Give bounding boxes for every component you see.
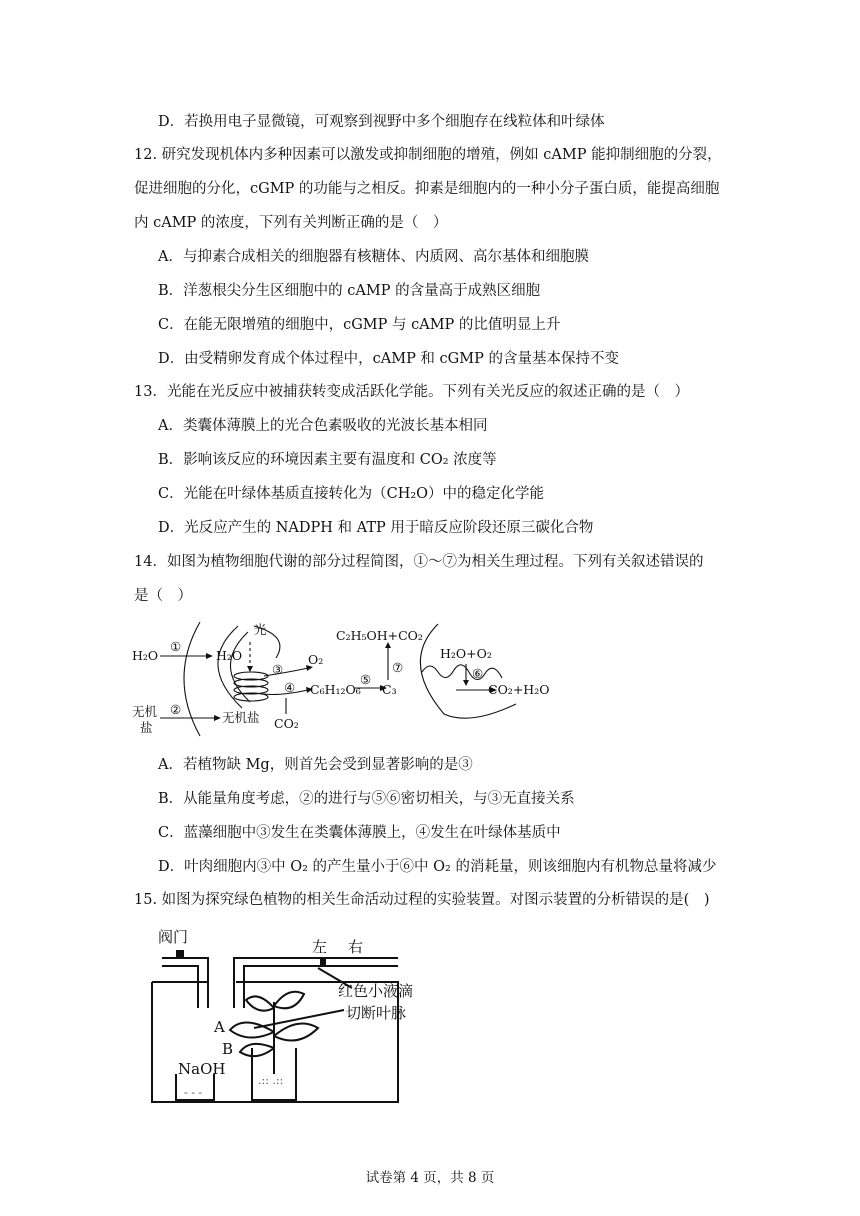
q13-stem: 13．光能在光反应中被捕获转变成活跃化学能。下列有关光反应的叙述正确的是（ ） bbox=[134, 384, 689, 400]
label-n6: ⑥ bbox=[472, 666, 484, 681]
pointer-cut-vein bbox=[254, 1010, 344, 1028]
q15-stem: 15. 如图为探究绿色植物的相关生命活动过程的实验装置。对图示装置的分析错误的是( ) bbox=[134, 892, 710, 908]
light-arrow-head bbox=[247, 666, 253, 672]
q12-option-c: C．在能无限增殖的细胞中，cGMP 与 cAMP 的比值明显上升 bbox=[158, 317, 561, 333]
label-salt-left-2: 盐 bbox=[140, 720, 153, 735]
q13-option-c: C．光能在叶绿体基质直接转化为（CH₂O）中的稳定化学能 bbox=[158, 486, 545, 502]
label-n5: ⑤ bbox=[360, 672, 372, 687]
beaker-liquid-left: - - - bbox=[184, 1086, 203, 1099]
leaf-top-right bbox=[274, 992, 304, 1009]
label-a: A bbox=[214, 1018, 225, 1036]
label-c3: C₃ bbox=[382, 682, 397, 697]
q12-option-b: B．洋葱根尖分生区细胞中的 cAMP 的含量高于成熟区细胞 bbox=[158, 283, 541, 299]
beaker-liquid-right: .:: .:: bbox=[258, 1074, 284, 1087]
apparatus-diagram bbox=[148, 924, 468, 1110]
label-droplet: 红色小液滴 bbox=[338, 982, 414, 1000]
q14-option-b: B．从能量角度考虑，②的进行与⑤⑥密切相关，与③无直接关系 bbox=[158, 791, 575, 807]
q14-option-d: D．叶肉细胞内③中 O₂ 的产生量小于⑥中 O₂ 的消耗量，则该细胞内有机物总量将减少 bbox=[158, 859, 717, 875]
arrow-2-head bbox=[214, 715, 221, 721]
label-n2: ② bbox=[170, 702, 182, 717]
label-n4: ④ bbox=[284, 680, 296, 695]
cell-membrane-arc bbox=[184, 622, 200, 736]
mitochondrion-cristae bbox=[422, 665, 502, 680]
leaf-right bbox=[274, 1024, 318, 1041]
red-droplet bbox=[320, 959, 326, 965]
arrow-1-head bbox=[206, 653, 213, 659]
q13-option-b: B．影响该反应的环境因素主要有温度和 CO₂ 浓度等 bbox=[158, 452, 497, 468]
label-naoh: NaOH bbox=[178, 1060, 226, 1078]
arrow-6-head bbox=[463, 680, 469, 686]
q12-stem-line-1: 12. 研究发现机体内多种因素可以激发或抑制细胞的增殖，例如 cAMP 能抑制细胞的分裂， bbox=[134, 147, 722, 163]
label-h2o-mid: H₂O bbox=[216, 648, 243, 663]
q11-option-d: D．若换用电子显微镜，可观察到视野中多个细胞存在线粒体和叶绿体 bbox=[158, 114, 605, 130]
label-h2o-left: H₂O bbox=[132, 648, 159, 663]
label-co2-h2o: CO₂+H₂O bbox=[488, 682, 550, 697]
q13-option-a: A．类囊体薄膜上的光合色素吸收的光波长基本相同 bbox=[158, 418, 488, 434]
label-salt-left-1: 无机 bbox=[132, 704, 158, 719]
label-n7: ⑦ bbox=[392, 660, 404, 675]
q14-stem-line-2: 是（ ） bbox=[134, 588, 192, 604]
label-h2o-o2: H₂O+O₂ bbox=[440, 646, 492, 661]
label-right: 右 bbox=[348, 938, 364, 956]
q12-option-a: A．与抑素合成相关的细胞器有核糖体、内质网、高尔基体和细胞膜 bbox=[158, 249, 589, 265]
q14-option-c: C．蓝藻细胞中③发生在类囊体薄膜上，④发生在叶绿体基质中 bbox=[158, 825, 561, 841]
q12-stem-line-2: 促进细胞的分化，cGMP 的功能与之相反。抑素是细胞内的一种小分子蛋白质，能提高细胞 bbox=[134, 181, 720, 197]
arrow-3 bbox=[264, 668, 308, 676]
leaf-top-left bbox=[246, 996, 274, 1010]
q13-option-d: D．光反应产生的 NADPH 和 ATP 用于暗反应阶段还原三碳化合物 bbox=[158, 520, 594, 536]
label-co2: CO₂ bbox=[274, 716, 299, 731]
q14-option-a: A．若植物缺 Mg，则首先会受到显著影响的是③ bbox=[158, 757, 473, 773]
q12-stem-line-3: 内 cAMP 的浓度，下列有关判断正确的是（ ） bbox=[134, 215, 448, 231]
label-n1: ① bbox=[170, 639, 182, 654]
leaf-b bbox=[240, 1044, 274, 1056]
label-b: B bbox=[222, 1040, 234, 1058]
q14-stem-line-1: 14．如图为植物细胞代谢的部分过程简图，①～⑦为相关生理过程。下列有关叙述错误的 bbox=[134, 554, 704, 570]
label-valve: 阀门 bbox=[158, 928, 189, 946]
q12-option-d: D．由受精卵发育成个体过程中，cAMP 和 cGMP 的含量基本保持不变 bbox=[158, 351, 619, 367]
label-o2: O₂ bbox=[308, 652, 324, 667]
label-salt-right: 无机盐 bbox=[222, 710, 260, 725]
label-n3: ③ bbox=[272, 662, 284, 677]
metabolism-diagram bbox=[130, 618, 560, 740]
valve-knob bbox=[176, 950, 184, 958]
page-footer: 试卷第 4 页，共 8 页 bbox=[365, 1170, 495, 1186]
label-light: 光 bbox=[254, 622, 267, 637]
label-cut-vein: 切断叶脉 bbox=[346, 1004, 407, 1022]
label-ethanol: C₂H₅OH+CO₂ bbox=[336, 628, 423, 643]
label-left: 左 bbox=[312, 938, 328, 956]
chloroplast-inner-membrane bbox=[230, 632, 250, 702]
label-glucose: C₆H₁₂O₆ bbox=[310, 682, 361, 697]
